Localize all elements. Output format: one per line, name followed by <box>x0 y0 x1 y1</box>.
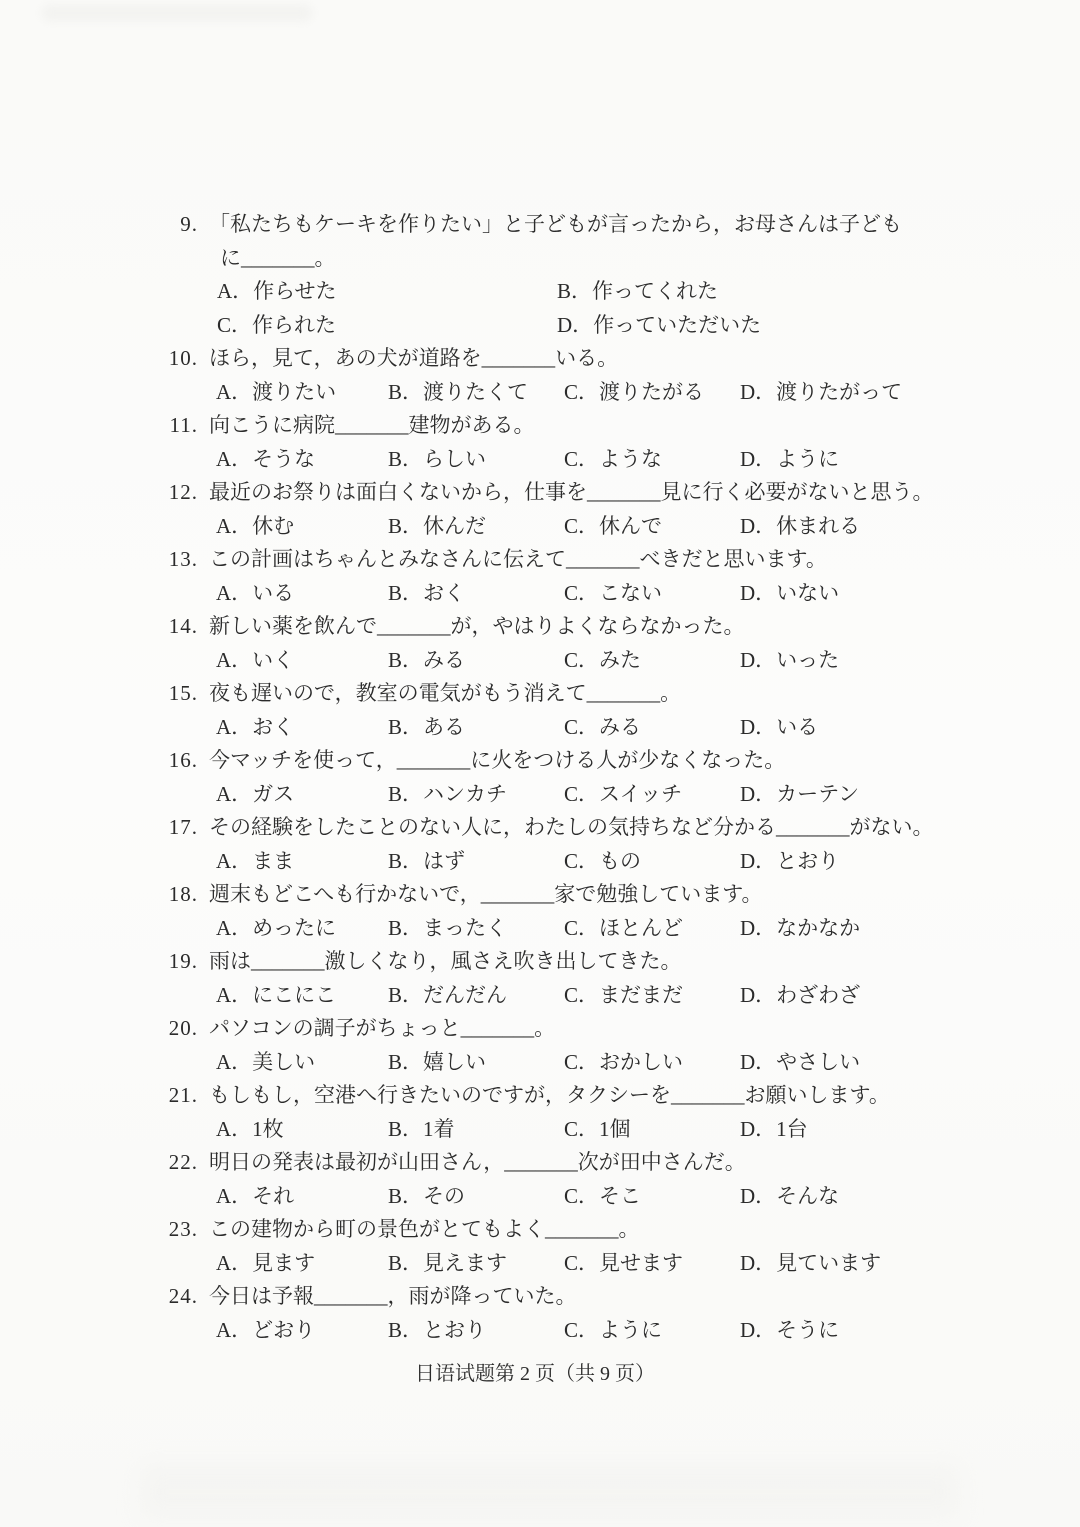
options-row <box>160 510 960 544</box>
question-block <box>160 1012 960 1079</box>
question-block <box>160 878 960 945</box>
question-block <box>160 610 960 677</box>
option: A．めったに <box>216 915 336 940</box>
options-row <box>160 845 960 879</box>
question-stem-row <box>160 476 960 510</box>
option: B．1着 <box>388 1116 455 1141</box>
option: D．いった <box>740 647 840 672</box>
option: B．渡りたくて <box>388 379 529 404</box>
question-stem-row <box>160 1012 960 1046</box>
question-number: 15. <box>168 681 198 705</box>
option: C．1個 <box>564 1116 631 1141</box>
option: D．作っていただいた <box>557 312 762 337</box>
question-block <box>160 945 960 1012</box>
options-row <box>160 443 960 477</box>
option: A．休む <box>216 513 295 538</box>
option: C．ような <box>564 446 663 471</box>
option: C．もの <box>564 848 642 873</box>
option: C．おかしい <box>564 1049 684 1074</box>
options-row <box>160 711 960 745</box>
question-number: 22. <box>168 1150 198 1174</box>
scan-artifact <box>42 5 312 21</box>
option: A．それ <box>216 1183 295 1208</box>
options-row <box>160 1314 960 1348</box>
option: A．にこにこ <box>216 982 337 1007</box>
option: B．はず <box>388 848 466 873</box>
option: A．どおり <box>216 1317 316 1342</box>
option: C．ほとんど <box>564 915 684 940</box>
option: B．その <box>388 1183 466 1208</box>
question-stem: 最近のお祭りは面白くないから，仕事を_______見に行く必要がないと思う。 <box>209 480 934 504</box>
question-stem-row <box>160 1280 960 1314</box>
question-stem: 新しい薬を飲んで_______が，やはりよくならなかった。 <box>209 614 745 638</box>
option: A．1枚 <box>216 1116 284 1141</box>
option: B．とおり <box>388 1317 487 1342</box>
question-number: 10. <box>168 346 198 370</box>
question-stem-row <box>160 610 960 644</box>
option: D．いない <box>740 580 840 605</box>
question-block <box>160 744 960 811</box>
option: B．作ってくれた <box>557 279 719 303</box>
option: C．スイッチ <box>564 781 683 806</box>
question-block <box>160 208 960 342</box>
option: D．そうに <box>740 1317 840 1342</box>
options-row <box>160 644 960 678</box>
question-number: 17. <box>168 815 198 839</box>
question-stem: パソコンの調子がちょっと_______。 <box>209 1016 556 1040</box>
option: A．ガス <box>216 781 295 806</box>
option: C．みる <box>564 714 642 739</box>
options-row <box>160 912 960 946</box>
question-number: 9. <box>180 212 198 236</box>
options-row <box>160 376 960 410</box>
page-footer: 日语试题第 2 页（共 9 页） <box>415 1363 655 1385</box>
option: D．やさしい <box>740 1049 861 1074</box>
option: D．とおり <box>740 848 840 873</box>
question-stem: その経験をしたことのない人に，わたしの気持ちなど分かる_______がない。 <box>209 815 934 839</box>
question-stem: 「私たちもケーキを作りたい」と子どもが言ったから，お母さんは子ども <box>209 212 902 236</box>
question-block <box>160 543 960 610</box>
option: B．ある <box>388 714 466 739</box>
questions-list <box>160 208 960 1347</box>
options-row <box>160 1113 960 1147</box>
question-block <box>160 1146 960 1213</box>
question-stem-row <box>160 677 960 711</box>
option: D．1台 <box>740 1116 808 1141</box>
option: D．いる <box>740 714 819 739</box>
question-stem-row <box>160 945 960 979</box>
option: A．いく <box>216 647 295 672</box>
option: C．ように <box>564 1317 663 1342</box>
question-number: 13. <box>168 547 198 571</box>
scan-artifact <box>140 1464 960 1519</box>
question-number: 18. <box>168 882 198 906</box>
option: B．らしい <box>388 446 487 471</box>
question-stem-row <box>160 1146 960 1180</box>
option: B．休んだ <box>388 513 487 538</box>
option: C．作られた <box>217 312 337 337</box>
option: A．いる <box>216 580 295 605</box>
option: A．おく <box>216 714 295 739</box>
question-stem-row <box>160 744 960 778</box>
question-stem-row <box>160 1079 960 1113</box>
option: B．ハンカチ <box>388 781 508 806</box>
question-block <box>160 1213 960 1280</box>
question-number: 19. <box>168 949 198 973</box>
options-row <box>160 979 960 1013</box>
option: A．美しい <box>216 1049 316 1074</box>
option: B．だんだん <box>388 982 508 1007</box>
option: C．まだまだ <box>564 982 684 1007</box>
question-stem: もしもし，空港へ行きたいのですが，タクシーを_______お願いします。 <box>209 1083 890 1107</box>
option: D．見ています <box>740 1250 882 1275</box>
question-stem: 今日は予報_______，雨が降っていた。 <box>209 1284 577 1308</box>
option: A．まま <box>216 848 295 873</box>
option: B．おく <box>388 580 466 605</box>
question-block <box>160 811 960 878</box>
question-stem: 夜も遅いので，教室の電気がもう消えて_______。 <box>209 681 682 705</box>
question-block <box>160 1079 960 1146</box>
option: D．わざわざ <box>740 982 861 1007</box>
question-stem-row <box>160 1213 960 1247</box>
question-number: 24. <box>168 1284 198 1308</box>
option: C．そこ <box>564 1183 642 1208</box>
question-stem-row <box>160 878 960 912</box>
question-stem: この建物から町の景色がとてもよく_______。 <box>209 1217 640 1241</box>
option: A．見ます <box>216 1250 316 1275</box>
option: D．カーテン <box>740 781 860 806</box>
question-stem: ほら，見て，あの犬が道路を_______いる。 <box>209 346 619 370</box>
question-stem-row <box>160 409 960 443</box>
question-stem-row <box>160 208 960 242</box>
question-stem: 向こうに病院_______建物がある。 <box>209 413 535 437</box>
question-stem: この計画はちゃんとみなさんに伝えて_______べきだと思います。 <box>209 547 827 571</box>
question-number: 16. <box>168 748 198 772</box>
options-row <box>160 778 960 812</box>
question-block <box>160 677 960 744</box>
option: C．みた <box>564 647 642 672</box>
option: B．みる <box>388 647 466 672</box>
question-stem: に_______。 <box>220 245 336 270</box>
option: C．見せます <box>564 1250 684 1275</box>
question-number: 21. <box>168 1083 198 1107</box>
option: C．休んで <box>564 513 663 538</box>
options-row <box>160 1180 960 1214</box>
option: B．嬉しい <box>388 1049 487 1074</box>
question-stem-row <box>160 811 960 845</box>
options-row <box>160 275 960 309</box>
option: D．渡りたがって <box>740 379 903 404</box>
options-row <box>160 1247 960 1281</box>
question-block <box>160 342 960 409</box>
question-number: 20. <box>168 1016 198 1040</box>
question-number: 12. <box>168 480 198 504</box>
option: B．まったく <box>388 915 508 940</box>
question-stem-row <box>160 342 960 376</box>
option: B．見えます <box>388 1250 508 1275</box>
question-block <box>160 1280 960 1347</box>
question-stem: 明日の発表は最初が山田さん，_______次が田中さんだ。 <box>209 1150 746 1174</box>
question-number: 14. <box>168 614 198 638</box>
option: A．作らせた <box>217 279 337 303</box>
question-stem: 今マッチを使って，_______に火をつける人が少なくなった。 <box>209 748 786 772</box>
option: C．渡りたがる <box>564 379 705 404</box>
question-stem-row <box>160 242 960 276</box>
option: A．渡りたい <box>216 379 337 404</box>
option: D．休まれる <box>740 513 861 538</box>
question-stem-row <box>160 543 960 577</box>
question-stem: 週末もどこへも行かないで，_______家で勉強しています。 <box>209 882 763 906</box>
question-block <box>160 476 960 543</box>
option: D．そんな <box>740 1183 840 1208</box>
question-number: 23. <box>168 1217 198 1241</box>
question-number: 11. <box>169 413 198 437</box>
options-row <box>160 309 960 343</box>
options-row <box>160 577 960 611</box>
option: A．そうな <box>216 446 316 471</box>
question-stem: 雨は_______激しくなり，風さえ吹き出してきた。 <box>209 949 682 973</box>
option: C．こない <box>564 580 663 605</box>
option: D．ように <box>740 446 840 471</box>
question-block <box>160 409 960 476</box>
options-row <box>160 1046 960 1080</box>
option: D．なかなか <box>740 915 861 940</box>
